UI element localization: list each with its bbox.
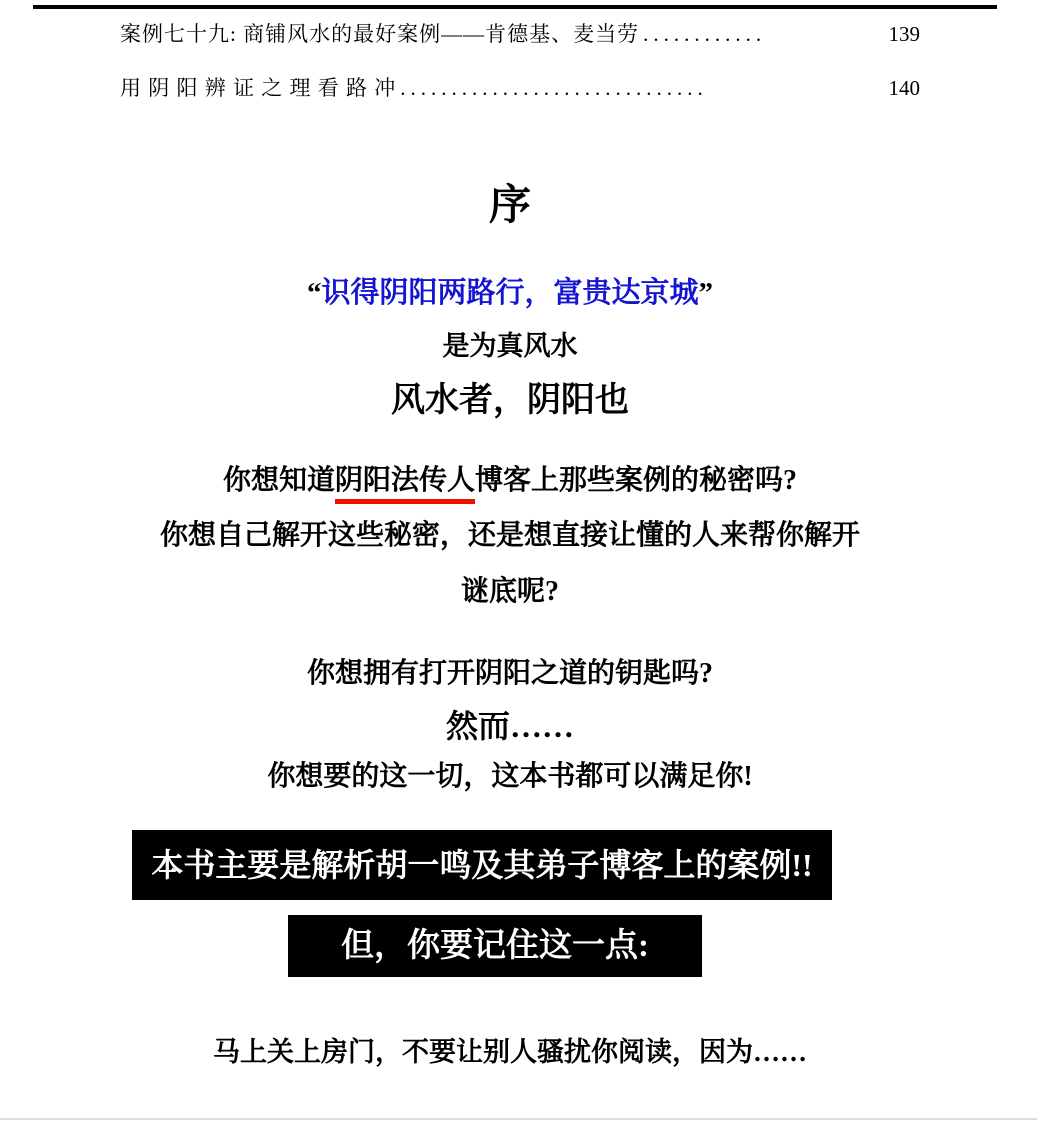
toc-entry-title: 用 阴 阳 辨 证 之 理 看 路 冲	[120, 76, 397, 100]
question-secrets	[30, 458, 990, 498]
question-secrets-pre: 你想知道	[222, 465, 335, 496]
toc-dot-leader: ..............................	[400, 76, 708, 100]
toc-page-number: 139	[888, 22, 920, 46]
quote-open-mark: “	[306, 277, 322, 309]
line-fengshui-yinyang: 风水者，阴阳也	[391, 382, 629, 419]
banner-remember: 但，你要记住这一点:	[288, 915, 702, 977]
red-underlined-phrase: 阴阳法传人	[335, 465, 475, 504]
line-true-fengshui: 是为真风水	[442, 331, 578, 361]
quote-line	[30, 270, 990, 311]
toc-entry-140	[120, 72, 920, 102]
toc-page-number: 140	[888, 76, 920, 100]
quote-text: 识得阴阳两路行，富贵达京城	[321, 277, 699, 309]
top-rule	[33, 5, 997, 9]
line-promise: 你想要的这一切，这本书都可以满足你!	[267, 761, 753, 792]
toc-entry-139	[120, 18, 920, 48]
toc-entry-title: 案例七十九: 商铺风水的最好案例——肯德基、麦当劳	[120, 22, 640, 46]
quote-close-mark: ”	[698, 277, 713, 309]
bottom-rule	[0, 1118, 1037, 1120]
toc-dot-leader: ............	[643, 22, 767, 46]
question-secrets-post: 博客上那些案例的秘密吗?	[475, 465, 798, 496]
question-solve-line2: 谜底呢?	[460, 576, 559, 607]
banner-main-topic: 本书主要是解析胡一鸣及其弟子博客上的案例!!	[132, 830, 832, 900]
closing-line: 马上关上房门，不要让别人骚扰你阅读，因为……	[213, 1037, 807, 1067]
preface-heading: 序	[488, 183, 531, 229]
question-key: 你想拥有打开阴阳之道的钥匙吗?	[306, 658, 713, 689]
question-solve-line1: 你想自己解开这些秘密，还是想直接让懂的人来帮你解开	[159, 520, 860, 551]
line-however: 然而……	[445, 708, 574, 744]
